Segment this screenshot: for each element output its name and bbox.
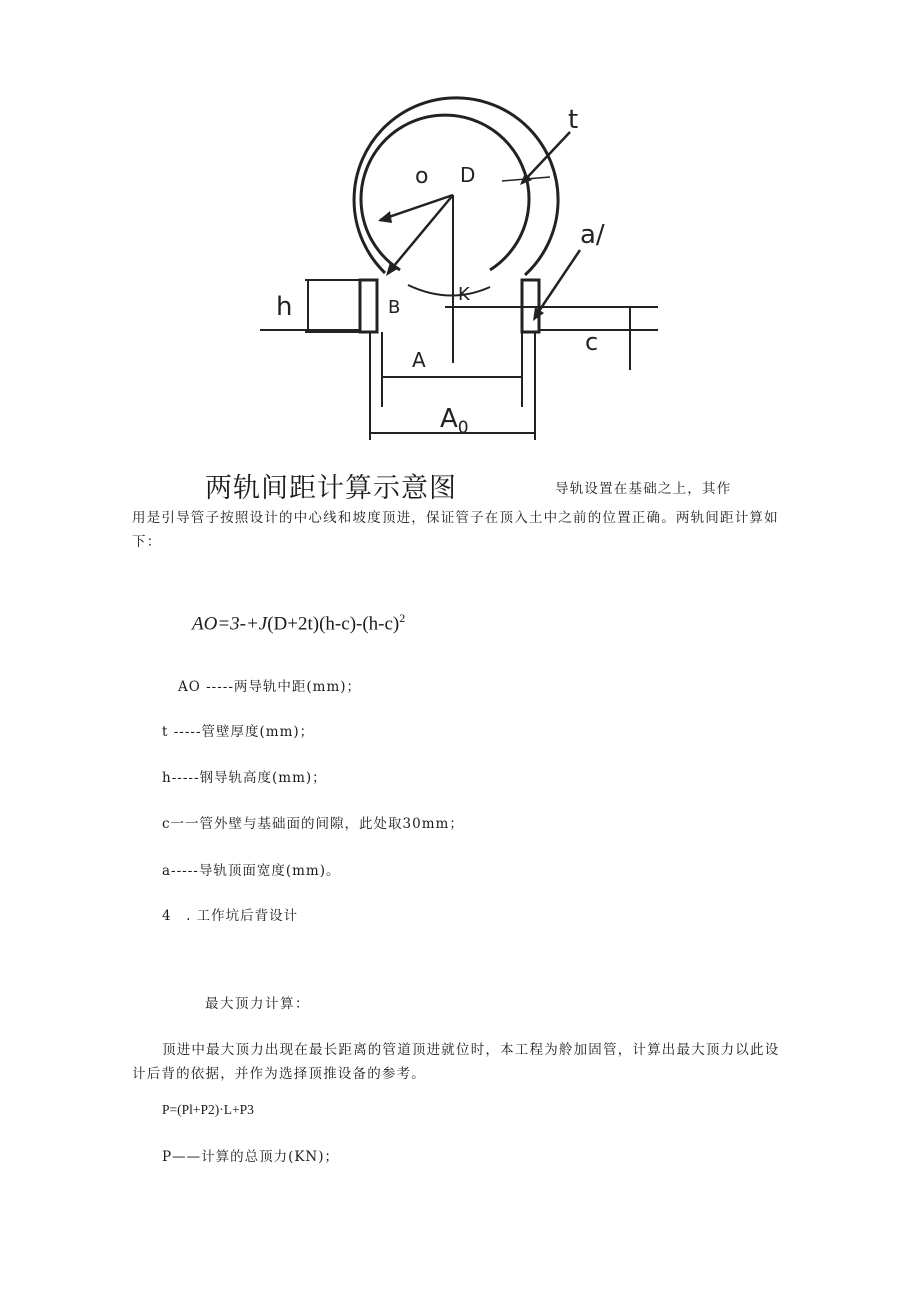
label-D: D: [460, 163, 476, 187]
label-A: A: [412, 348, 426, 372]
label-K: K: [458, 284, 470, 305]
definition-h: h-----钢导轨高度(mm)；: [162, 770, 327, 786]
figure-caption: 两轨间距计算示意图: [205, 473, 457, 504]
contact-curve: [408, 285, 490, 296]
formula-lhs: AO=3-+J: [192, 613, 268, 635]
left-rail: [360, 280, 377, 332]
definition-AO: AO -----两导轨中距(mm)；: [178, 679, 362, 695]
t-leader-line: [522, 132, 570, 183]
max-thrust-paragraph: 顶进中最大顶力出现在最长距离的管道顶进就位时，本工程为舲加固管，计算出最大顶力以此设计后背的依据，并作为选择顶推设备的参考。: [132, 1042, 780, 1082]
label-B: B: [388, 297, 401, 318]
definition-c: c一一管外壁与基础面的间隙，此处取30mm；: [162, 816, 464, 832]
rail-spacing-diagram: [250, 95, 670, 450]
rail-spacing-formula: [192, 611, 405, 635]
arrowhead-lower: [386, 262, 399, 276]
intro-paragraph: 用是引导管子按照设计的中心线和坡度顶进，保证管子在顶入土中之前的位置正确。两轨间距计算如下：: [132, 510, 779, 550]
formula-body: (D+2t)(h-c)-(h-c): [267, 613, 400, 635]
label-h: h: [276, 292, 293, 322]
label-o: o: [415, 164, 429, 189]
section-heading: 4 . 工作坑后背设计: [162, 908, 299, 924]
thrust-equation: P=(Pl+P2)·L+P3: [162, 1102, 254, 1117]
pipe-inner-ring: [361, 115, 529, 270]
formula-exponent: 2: [399, 611, 406, 625]
definition-a: a-----导轨顶面宽度(mm)。: [162, 863, 341, 879]
label-A0: $A_0$: [440, 404, 469, 438]
subheading: 最大顶力计算：: [205, 996, 310, 1012]
arrowhead-left: [378, 211, 392, 223]
label-a: a/: [580, 220, 605, 250]
label-c: c: [585, 328, 599, 356]
intro-inline-text: 导轨设置在基础之上，其作: [555, 481, 732, 497]
label-t: t: [568, 105, 579, 135]
definition-t: t -----管壁厚度(mm)；: [162, 724, 315, 740]
definition-P: P——计算的总顶力(KN)；: [162, 1149, 340, 1165]
